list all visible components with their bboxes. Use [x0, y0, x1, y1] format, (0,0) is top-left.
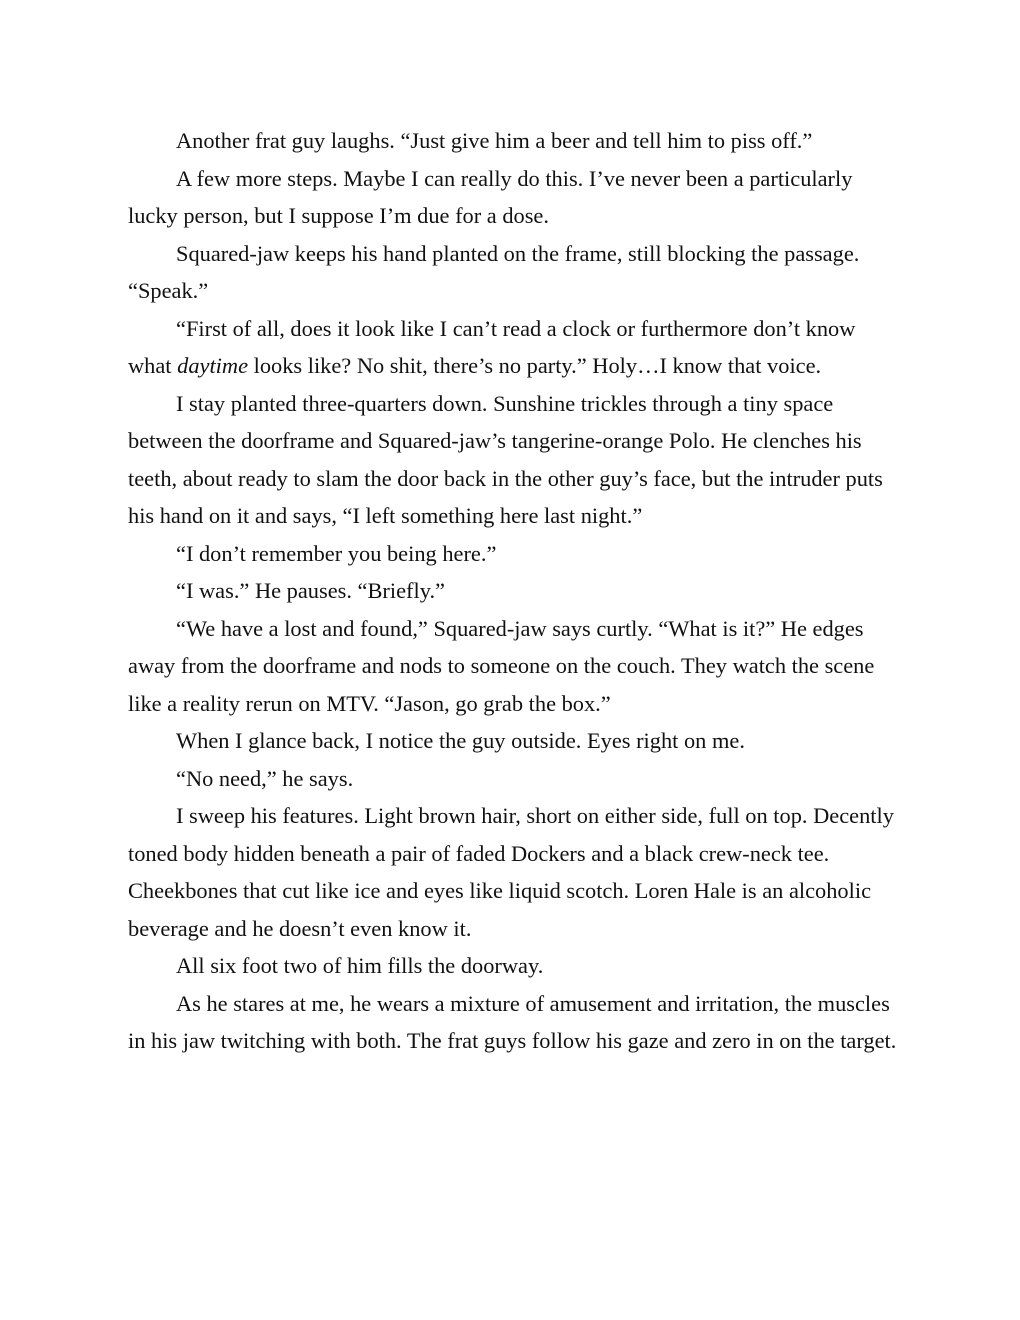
text-run: “I don’t remember you being here.” — [176, 540, 497, 566]
text-run: Squared-jaw keeps his hand planted on the frame, still blocking the passage. “Speak.” — [128, 240, 860, 303]
paragraph-6 — [128, 535, 898, 573]
text-run: A few more steps. Maybe I can really do this. I’ve never been a particularly lucky person, but I suppose I’m due for a dose. — [128, 165, 853, 228]
paragraph-5 — [128, 385, 898, 535]
text-run: When I glance back, I notice the guy outside. Eyes right on me. — [176, 728, 745, 753]
italic-word: daytime — [177, 353, 249, 378]
paragraph-2 — [128, 160, 898, 235]
text-run: Another frat guy laughs. “Just give him a beer and tell him to piss off.” — [176, 128, 813, 153]
paragraph-3 — [128, 235, 898, 310]
text-run: looks like? No shit, there’s no party.” Holy…I know that voice. — [248, 353, 822, 378]
text-run: I sweep his features. Light brown hair, short on either side, full on top. Decently toned body hidden beneath a pair of faded Dockers and a black crew-neck tee. Cheekbones that cut like ice and eyes like liquid scotch. Loren Hale is an alcoholic beverage and he doesn’t even know it. — [128, 803, 894, 941]
text-run: I stay planted three-quarters down. Sunshine trickles through a tiny space between the doorframe and Squared-jaw’s tangerine-orange Polo. He clenches his teeth, about ready to slam the door back in the other guy’s face, but the intruder puts his hand on it and says, “I left something here last night.” — [128, 390, 883, 528]
text-run: “We have a lost and found,” Squared-jaw says curtly. “What is it?” He edges away from the doorframe and nods to someone on the couch. They watch the scene like a reality rerun on MTV. “Jason, go grab the box.” — [128, 615, 875, 716]
paragraph-11 — [128, 797, 898, 947]
paragraph-12 — [128, 947, 898, 985]
text-run: “I was.” He pauses. “Briefly.” — [176, 578, 445, 603]
text-run: “No need,” he says. — [176, 765, 354, 791]
paragraph-9 — [128, 722, 898, 760]
text-run: “First of all, does it look like I can’t read a clock or furthermore don’t know what — [128, 315, 856, 378]
text-run: As he stares at me, he wears a mixture of amusement and irritation, the muscles in his jaw twitching with both. The frat guys follow his gaze and zero in on the target. — [128, 990, 897, 1053]
body-text — [128, 122, 898, 1060]
paragraph-8 — [128, 610, 898, 723]
paragraph-4 — [128, 310, 898, 385]
paragraph-1 — [128, 122, 898, 160]
paragraph-10 — [128, 760, 898, 798]
text-run: All six foot two of him fills the doorway. — [176, 953, 544, 978]
paragraph-13 — [128, 985, 898, 1060]
paragraph-7 — [128, 572, 898, 610]
